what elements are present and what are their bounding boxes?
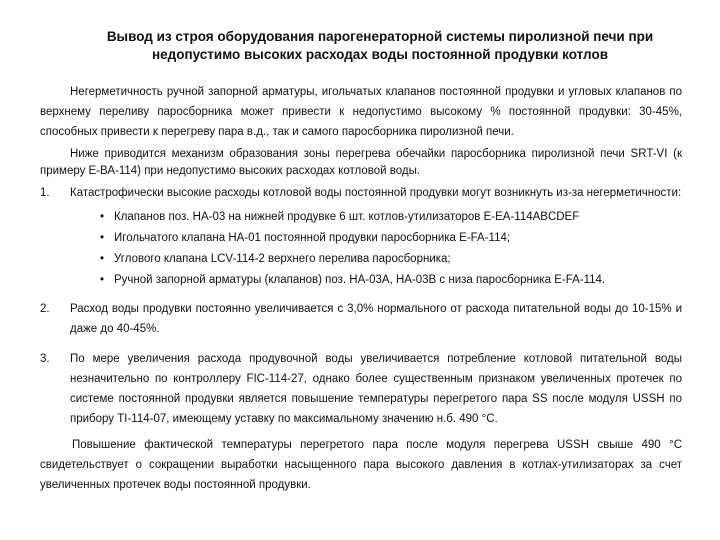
bullet-text: Ручной запорной арматуры (клапанов) поз. НА-03А, НА-03В с низа паросборника Е-FA-114. — [114, 274, 606, 286]
bullet-item-3 — [70, 249, 682, 270]
list-number: 3. — [40, 353, 50, 365]
list-text: По мере увеличения расхода продувочной воды увеличивается потребление котловой питательной воды незначительно по контроллеру FIC-114-27, однако более существенным признаком увеличенных протечек по системе постоянной продувки является повышение температуры перегретого пара SS после модуля USSH по прибору TI-114-07, имеющему уставку по максимальному значению н.б. 490 °С. — [70, 353, 682, 425]
numbered-list — [40, 183, 682, 429]
paragraph-conclusion: Повышение фактической температуры перегретого пара после модуля перегрева USSH свыше 490 °С свидетельствует о сокращении выработки насыщенного пара высокого давления в котлах-утилизаторах за счет увеличенных протечек воды постоянной продувки. — [40, 439, 682, 491]
paragraph-leakage: Негерметичность ручной запорной арматуры, игольчатых клапанов постоянной продувки и угловых клапанов по верхнему переливу паросборника может привести к недопустимо высокому % постоянной продувки: 30-45%, способных привести к перегреву пара в.д., так и самого паросборника пиролизной печи. — [40, 86, 682, 138]
bullet-text: Игольчатого клапана НА-01 постоянной продувки паросборника Е-FA-114; — [114, 232, 511, 244]
bullet-item-2 — [70, 228, 682, 249]
bullet-icon: • — [100, 232, 105, 244]
title-line-1: Вывод из строя оборудования парогенераторной системы пиролизной печи при — [106, 29, 654, 44]
list-text: Расход воды продувки постоянно увеличивается с 3,0% нормального от расхода питательной воды до 10-15% и даже до 40-45%. — [70, 303, 682, 335]
list-item-3 — [40, 349, 682, 429]
list-item-1 — [40, 183, 682, 291]
bullet-icon: • — [100, 253, 105, 265]
bullet-icon: • — [100, 274, 105, 286]
list-number: 1. — [40, 187, 50, 199]
bullet-list — [70, 207, 682, 291]
bullet-text: Углового клапана LCV-114-2 верхнего перелива паросборника; — [114, 253, 451, 265]
bullet-item-4 — [70, 270, 682, 291]
list-number: 2. — [40, 303, 50, 315]
title-line-2: недопустимо высоких расходах воды постоянной продувки котлов — [151, 47, 609, 62]
bullet-text: Клапанов поз. НА-03 на нижней продувке 6 шт. котлов-утилизаторов Е-ЕА-114ABCDEF — [114, 211, 580, 223]
document-title — [60, 28, 700, 64]
paragraph-mechanism: Ниже приводится механизм образования зоны перегрева обечайки паросборника пиролизной печи SRT-VI (к примеру Е-ВА-114) при недопустимо высоких расходах котловой воды. — [40, 148, 682, 177]
list-item-2 — [40, 299, 682, 339]
bullet-item-1 — [70, 207, 682, 228]
document-body — [40, 82, 682, 495]
bullet-icon: • — [100, 211, 105, 223]
list-text: Катастрофически высокие расходы котловой воды постоянной продувки могут возникнуть из-за негерметичности: — [70, 187, 682, 199]
